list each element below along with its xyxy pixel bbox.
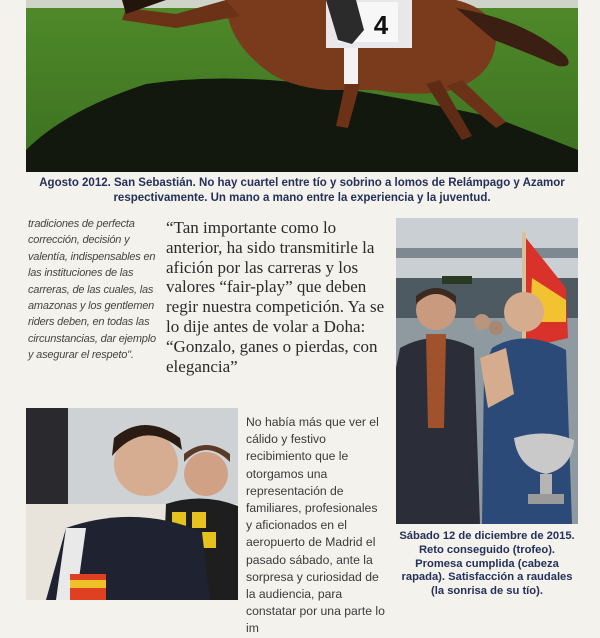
airport-photo [396,218,578,524]
pull-quote: “Tan importante como lo anterior, ha sido transmitirle la afición por las carreras y los valores “fair-play” que deben regir nuestra competición. Ya se lo dije antes de volar a Doha: “Gonzalo, ganes o pierdas, con elegancia” [166,218,385,376]
racehorse-photo [26,0,578,172]
body-text-left-column: tradiciones de perfecta corrección, decisión y valentía, indispensables en las instituciones de las carreras, de las cuales, las amazonas y los gentlemen riders deben, en todas las circunstancias, dar ejemplo y asegurar el respeto". [28,218,156,362]
right-photo-caption: Sábado 12 de diciembre de 2015. Reto conseguido (trofeo). Promesa cumplida (cabeza rapada). Satisfacción a raudales (la sonrisa de su tío). [399,530,575,598]
jockey-photo [26,408,238,600]
saddle-number: 4 [373,10,389,40]
top-photo-caption: Agosto 2012. San Sebastián. No hay cuartel entre tío y sobrino a lomos de Relámpago y Azamor respectivamente. Un mano a mano entre la experiencia y la juventud. [39,177,565,204]
body-text-middle-column: No había más que ver el cálido y festivo recibimiento que le otorgamos una representación de familiares, profesionales y aficionados en el aeropuerto de Madrid el pasado sábado, ante la sorpresa y curiosidad de la audiencia, para constatar por una parte lo im [246,415,385,636]
